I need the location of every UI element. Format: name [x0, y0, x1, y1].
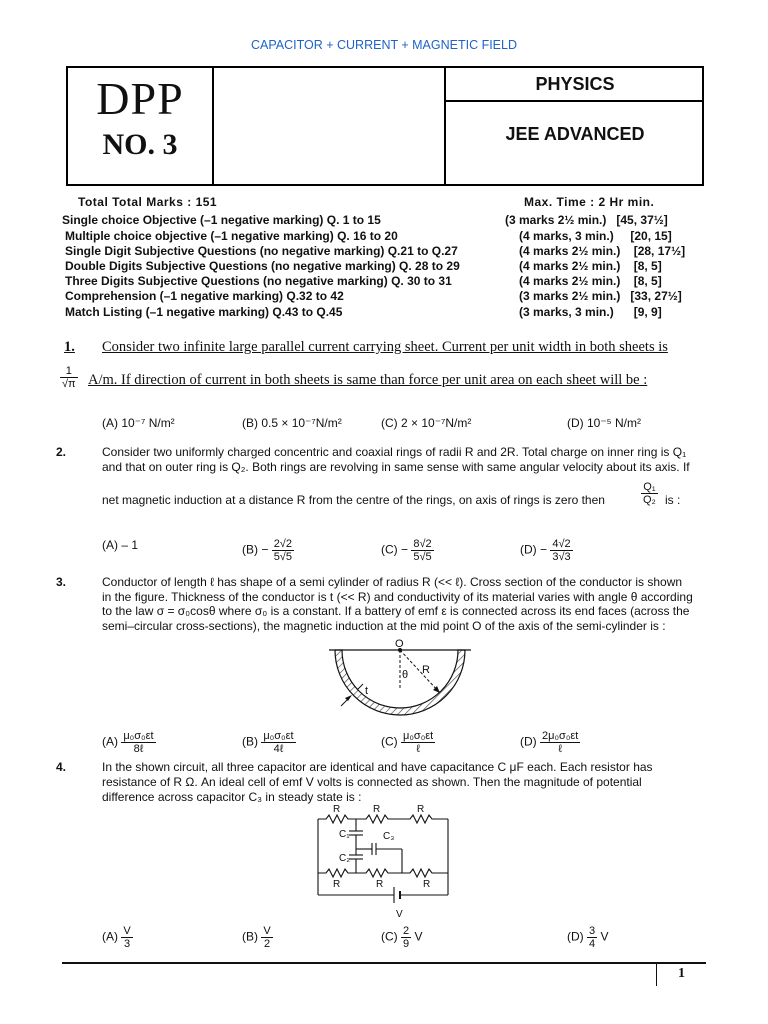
frac-den: 5√5 — [273, 551, 292, 563]
marks-row-label: Single Digit Subjective Questions (no negative marking) Q.21 to Q.27 — [65, 244, 458, 258]
exam-label: JEE ADVANCED — [505, 124, 645, 144]
option-b[interactable] — [242, 730, 296, 755]
frac-num: μ₀σ₀εt — [403, 730, 434, 742]
marks-row-value: (4 marks, 3 min.) [20, 15] — [519, 229, 672, 243]
option-label: (A) — [102, 929, 118, 944]
resistor-label: R — [373, 804, 381, 815]
option-d[interactable]: (D) 10⁻⁵ N/m² — [567, 416, 641, 430]
frac-den: 9 — [403, 938, 410, 950]
option-b[interactable] — [242, 925, 273, 950]
question-text: is : — [665, 493, 681, 507]
question-text: Conductor of length ℓ has shape of a semi cylinder of radius R (<< ℓ). Cross section of the conductor is shown — [102, 575, 683, 589]
option-label: (B) — [242, 929, 258, 944]
option-label: (A) — [102, 734, 118, 749]
marks-row-value: (4 marks 2½ min.) [8, 5] — [519, 274, 662, 288]
option-a[interactable] — [102, 730, 156, 755]
option-label: (B) − — [242, 542, 269, 557]
frac-num: 2μ₀σ₀εt — [542, 730, 579, 742]
battery-label: V — [396, 909, 403, 920]
capacitor-c2-label: C₂ — [339, 853, 351, 864]
option-d[interactable] — [567, 925, 609, 950]
figure-label-r: R — [422, 664, 430, 676]
dpp-label: DPP — [96, 73, 184, 124]
question-text: Consider two infinite large parallel current carrying sheet. Current per unit width in both sheets is — [102, 339, 668, 355]
circuit-figure — [308, 803, 458, 921]
resistor-label: R — [333, 879, 341, 890]
question-number: 4. — [56, 760, 67, 774]
figure-label-o: O — [395, 638, 404, 650]
max-time: Max. Time : 2 Hr min. — [524, 195, 655, 209]
frac-num: 8√2 — [413, 538, 432, 550]
frac-num: V — [123, 925, 131, 937]
q1-fraction — [60, 365, 78, 390]
option-b[interactable] — [242, 538, 294, 563]
option-c[interactable] — [381, 538, 434, 563]
question-text: semi–circular cross-sections), the magnetic induction at the mid point O of the axis of the semi-cylinder is : — [102, 619, 666, 633]
total-marks: Total Total Marks : 151 — [78, 195, 218, 209]
marks-row-value: (3 marks 2½ min.) [33, 27½] — [519, 289, 682, 303]
frac-num: V — [263, 925, 271, 937]
marks-row-value: (4 marks 2½ min.) [8, 5] — [519, 259, 662, 273]
resistor-label: R — [333, 804, 341, 815]
marks-row-label: Comprehension (–1 negative marking) Q.32 to 42 — [65, 289, 344, 303]
figure-label-t: t — [365, 685, 369, 697]
marks-row-label: Multiple choice objective (–1 negative marking) Q. 16 to 20 — [65, 229, 398, 243]
frac-den: 4ℓ — [273, 743, 284, 755]
q2-ratio — [641, 481, 658, 506]
option-a[interactable]: (A) 10⁻⁷ N/m² — [102, 416, 175, 430]
frac-den: 8ℓ — [133, 743, 144, 755]
subject-label: PHYSICS — [535, 74, 615, 94]
frac-den: ℓ — [558, 743, 562, 755]
question-text: difference across capacitor C₃ in steady state is : — [102, 790, 362, 804]
capacitor-c3-label: C₃ — [383, 831, 395, 842]
option-label: (C) — [381, 929, 398, 944]
resistor-label: R — [376, 879, 384, 890]
option-tail: V — [600, 929, 609, 944]
question-text: Consider two uniformly charged concentric and coaxial rings of radii R and 2R. Total charge on inner ring is Q₁ — [102, 445, 687, 459]
resistor-label: R — [423, 879, 431, 890]
frac-den: 3 — [123, 938, 131, 950]
dpp-number: NO. 3 — [102, 128, 178, 161]
frac-den: 4 — [589, 938, 596, 950]
marks-row-label: Double Digits Subjective Questions (no negative marking) Q. 28 to 29 — [65, 259, 460, 273]
footer-rule — [62, 962, 706, 964]
marks-row-label: Single choice Objective (–1 negative marking) Q. 1 to 15 — [62, 213, 381, 227]
frac-num: μ₀σ₀εt — [263, 730, 294, 742]
question-text: In the shown circuit, all three capacitor are identical and have capacitance C μF each. Each resistor has — [102, 760, 653, 774]
footer-divider — [656, 964, 657, 986]
option-c[interactable]: (C) 2 × 10⁻⁷N/m² — [381, 416, 472, 430]
question-number: 3. — [56, 575, 67, 589]
option-c[interactable] — [381, 925, 423, 950]
question-text: to the law σ = σ₀cosθ where σ₀ is a constant. If a battery of emf ε is connected across its end faces (across the — [102, 604, 690, 618]
question-text: A/m. If direction of current in both sheets is same than force per unit area on each sheet will be : — [88, 372, 648, 388]
q2-ratio-num: Q₁ — [641, 481, 658, 494]
frac-den: ℓ — [416, 743, 420, 755]
option-tail: V — [414, 929, 423, 944]
marks-row-value: (4 marks 2½ min.) [28, 17½] — [519, 244, 686, 258]
frac-num: 3 — [589, 925, 596, 937]
question-number: 1. — [64, 339, 75, 355]
page-number: 1 — [678, 966, 685, 981]
marks-row-label: Match Listing (–1 negative marking) Q.43 to Q.45 — [65, 305, 343, 319]
question-text: in the figure. Thickness of the conductor is t (<< R) and conductivity of its material varies with angle θ according — [102, 590, 693, 604]
resistor-label: R — [417, 804, 425, 815]
option-label: (C) — [381, 734, 398, 749]
option-label: (B) — [242, 734, 258, 749]
frac-den: 3√3 — [552, 551, 571, 563]
marks-row-value: (3 marks, 3 min.) [9, 9] — [519, 305, 662, 319]
option-label: (D) — [567, 929, 584, 944]
header-divider — [212, 66, 214, 186]
frac-num: 4√2 — [552, 538, 571, 550]
marks-row-value: (3 marks 2½ min.) [45, 37½] — [505, 213, 668, 227]
frac-num: 2√2 — [273, 538, 292, 550]
frac-den: 2 — [263, 938, 271, 950]
q2-ratio-den: Q₂ — [643, 494, 656, 506]
option-d[interactable] — [520, 730, 580, 755]
frac-den: 5√5 — [413, 551, 432, 563]
topic-title: CAPACITOR + CURRENT + MAGNETIC FIELD — [250, 38, 517, 52]
option-a[interactable]: (A) – 1 — [102, 538, 139, 552]
question-text: and that on outer ring is Q₂. Both rings are revolving in same sense with same angular velocity about its axis. If — [102, 460, 690, 474]
header-divider — [444, 100, 704, 102]
option-d[interactable] — [520, 538, 573, 563]
question-text: resistance of R Ω. An ideal cell of emf V volts is connected as shown. Then the magnitude of potential — [102, 775, 642, 789]
frac-num: 2 — [403, 925, 410, 937]
question-text: net magnetic induction at a distance R from the centre of the rings, on axis of rings is zero then — [102, 493, 605, 507]
option-label: (D) — [520, 734, 537, 749]
option-b[interactable]: (B) 0.5 × 10⁻⁷N/m² — [242, 416, 342, 430]
capacitor-c1-label: C₁ — [339, 829, 350, 840]
option-c[interactable] — [381, 730, 435, 755]
figure-label-theta: θ — [402, 669, 409, 681]
semi-cylinder-figure — [325, 638, 475, 730]
marks-row-label: Three Digits Subjective Questions (no negative marking) Q. 30 to 31 — [65, 274, 452, 288]
option-label: (D) − — [520, 542, 547, 557]
option-label: (C) − — [381, 542, 408, 557]
option-a[interactable] — [102, 925, 133, 950]
q1-fraction-num: 1 — [60, 365, 78, 378]
question-number: 2. — [56, 445, 67, 459]
frac-num: μ₀σ₀εt — [123, 730, 154, 742]
q1-fraction-den: √π — [62, 378, 76, 390]
